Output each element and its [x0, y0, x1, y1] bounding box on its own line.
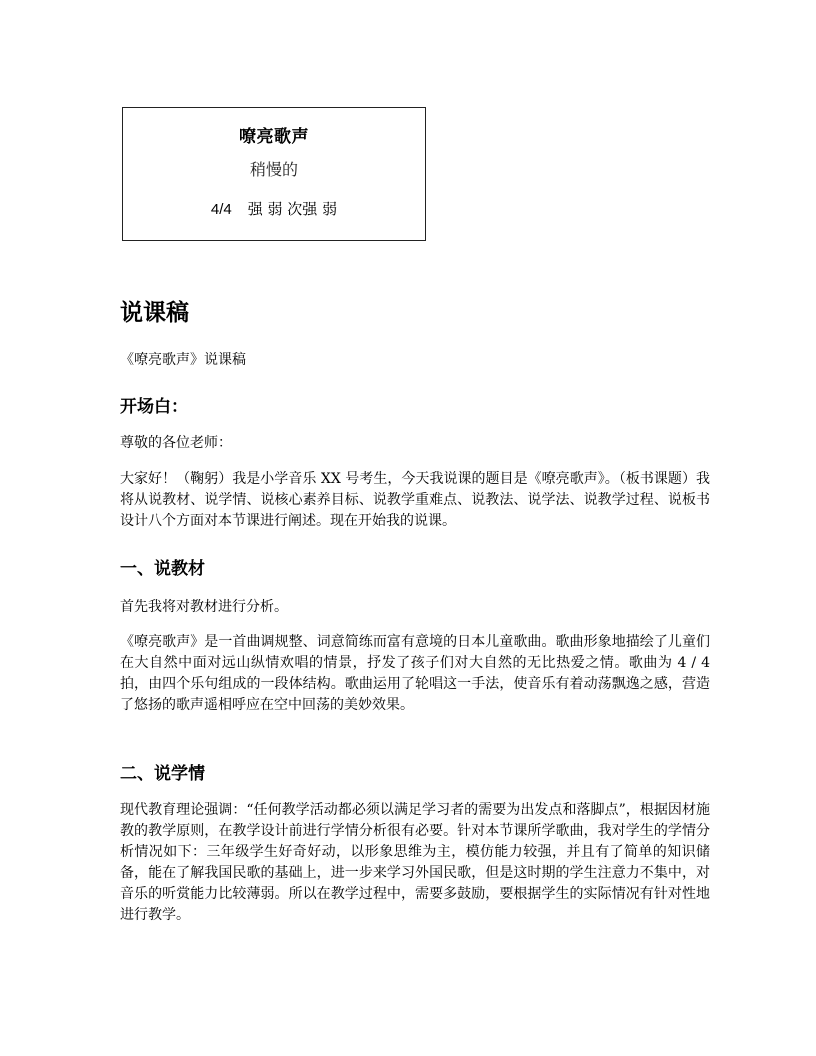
- document-subtitle: 《嘹亮歌声》说课稿: [120, 352, 246, 368]
- blackboard-design-box: [122, 107, 426, 241]
- heading-students: 二、说学情: [120, 764, 205, 784]
- heading-textbook: 一、说教材: [120, 559, 205, 579]
- document-title: 说课稿: [120, 300, 189, 326]
- textbook-intro: 首先我将对教材进行分析。: [120, 599, 288, 615]
- opening-paragraph: 大家好！（鞠躬）我是小学音乐 XX 号考生，今天我说课的题目是《嘹亮歌声》。（板书课题）我将从说教材、说学情、说核心素养目标、说教学重难点、说教法、说学法、说教学过程、说板书设计八个方面对本节课进行阐述。现在开始我的说课。: [120, 471, 710, 529]
- board-time-signature: 4/4: [210, 201, 232, 218]
- heading-opening: 开场白：: [120, 397, 188, 417]
- board-beat-strengths: 强 弱 次强 弱: [247, 200, 338, 218]
- board-song-title: 嘹亮歌声: [239, 127, 309, 147]
- board-tempo-mark: 稍慢的: [249, 160, 298, 179]
- opening-greeting: 尊敬的各位老师：: [120, 435, 232, 451]
- textbook-paragraph: 《嘹亮歌声》是一首曲调规整、词意简练而富有意境的日本儿童歌曲。歌曲形象地描绘了儿童们在大自然中面对远山纵情欢唱的情景，抒发了孩子们对大自然的无比热爱之情。歌曲为 4 / 4 拍，由四个乐句组成的一段体结构。歌曲运用了轮唱这一手法，使音乐有着动荡飘逸之感，营造了悠扬的歌声遥相呼应在空中回荡的美妙效果。: [120, 634, 710, 713]
- board-meter-line: [123, 198, 425, 219]
- students-paragraph: 现代教育理论强调：“任何教学活动都必须以满足学习者的需要为出发点和落脚点”，根据因材施教的教学原则，在教学设计前进行学情分析很有必要。针对本节课所学歌曲，我对学生的学情分析情况如下：三年级学生好奇好动，以形象思维为主，模仿能力较强，并且有了简单的知识储备，能在了解我国民歌的基础上，进一步来学习外国民歌，但是这时期的学生注意力不集中，对音乐的听赏能力比较薄弱。所以在教学过程中，需要多鼓励，要根据学生的实际情况有针对性地进行教学。: [120, 802, 710, 923]
